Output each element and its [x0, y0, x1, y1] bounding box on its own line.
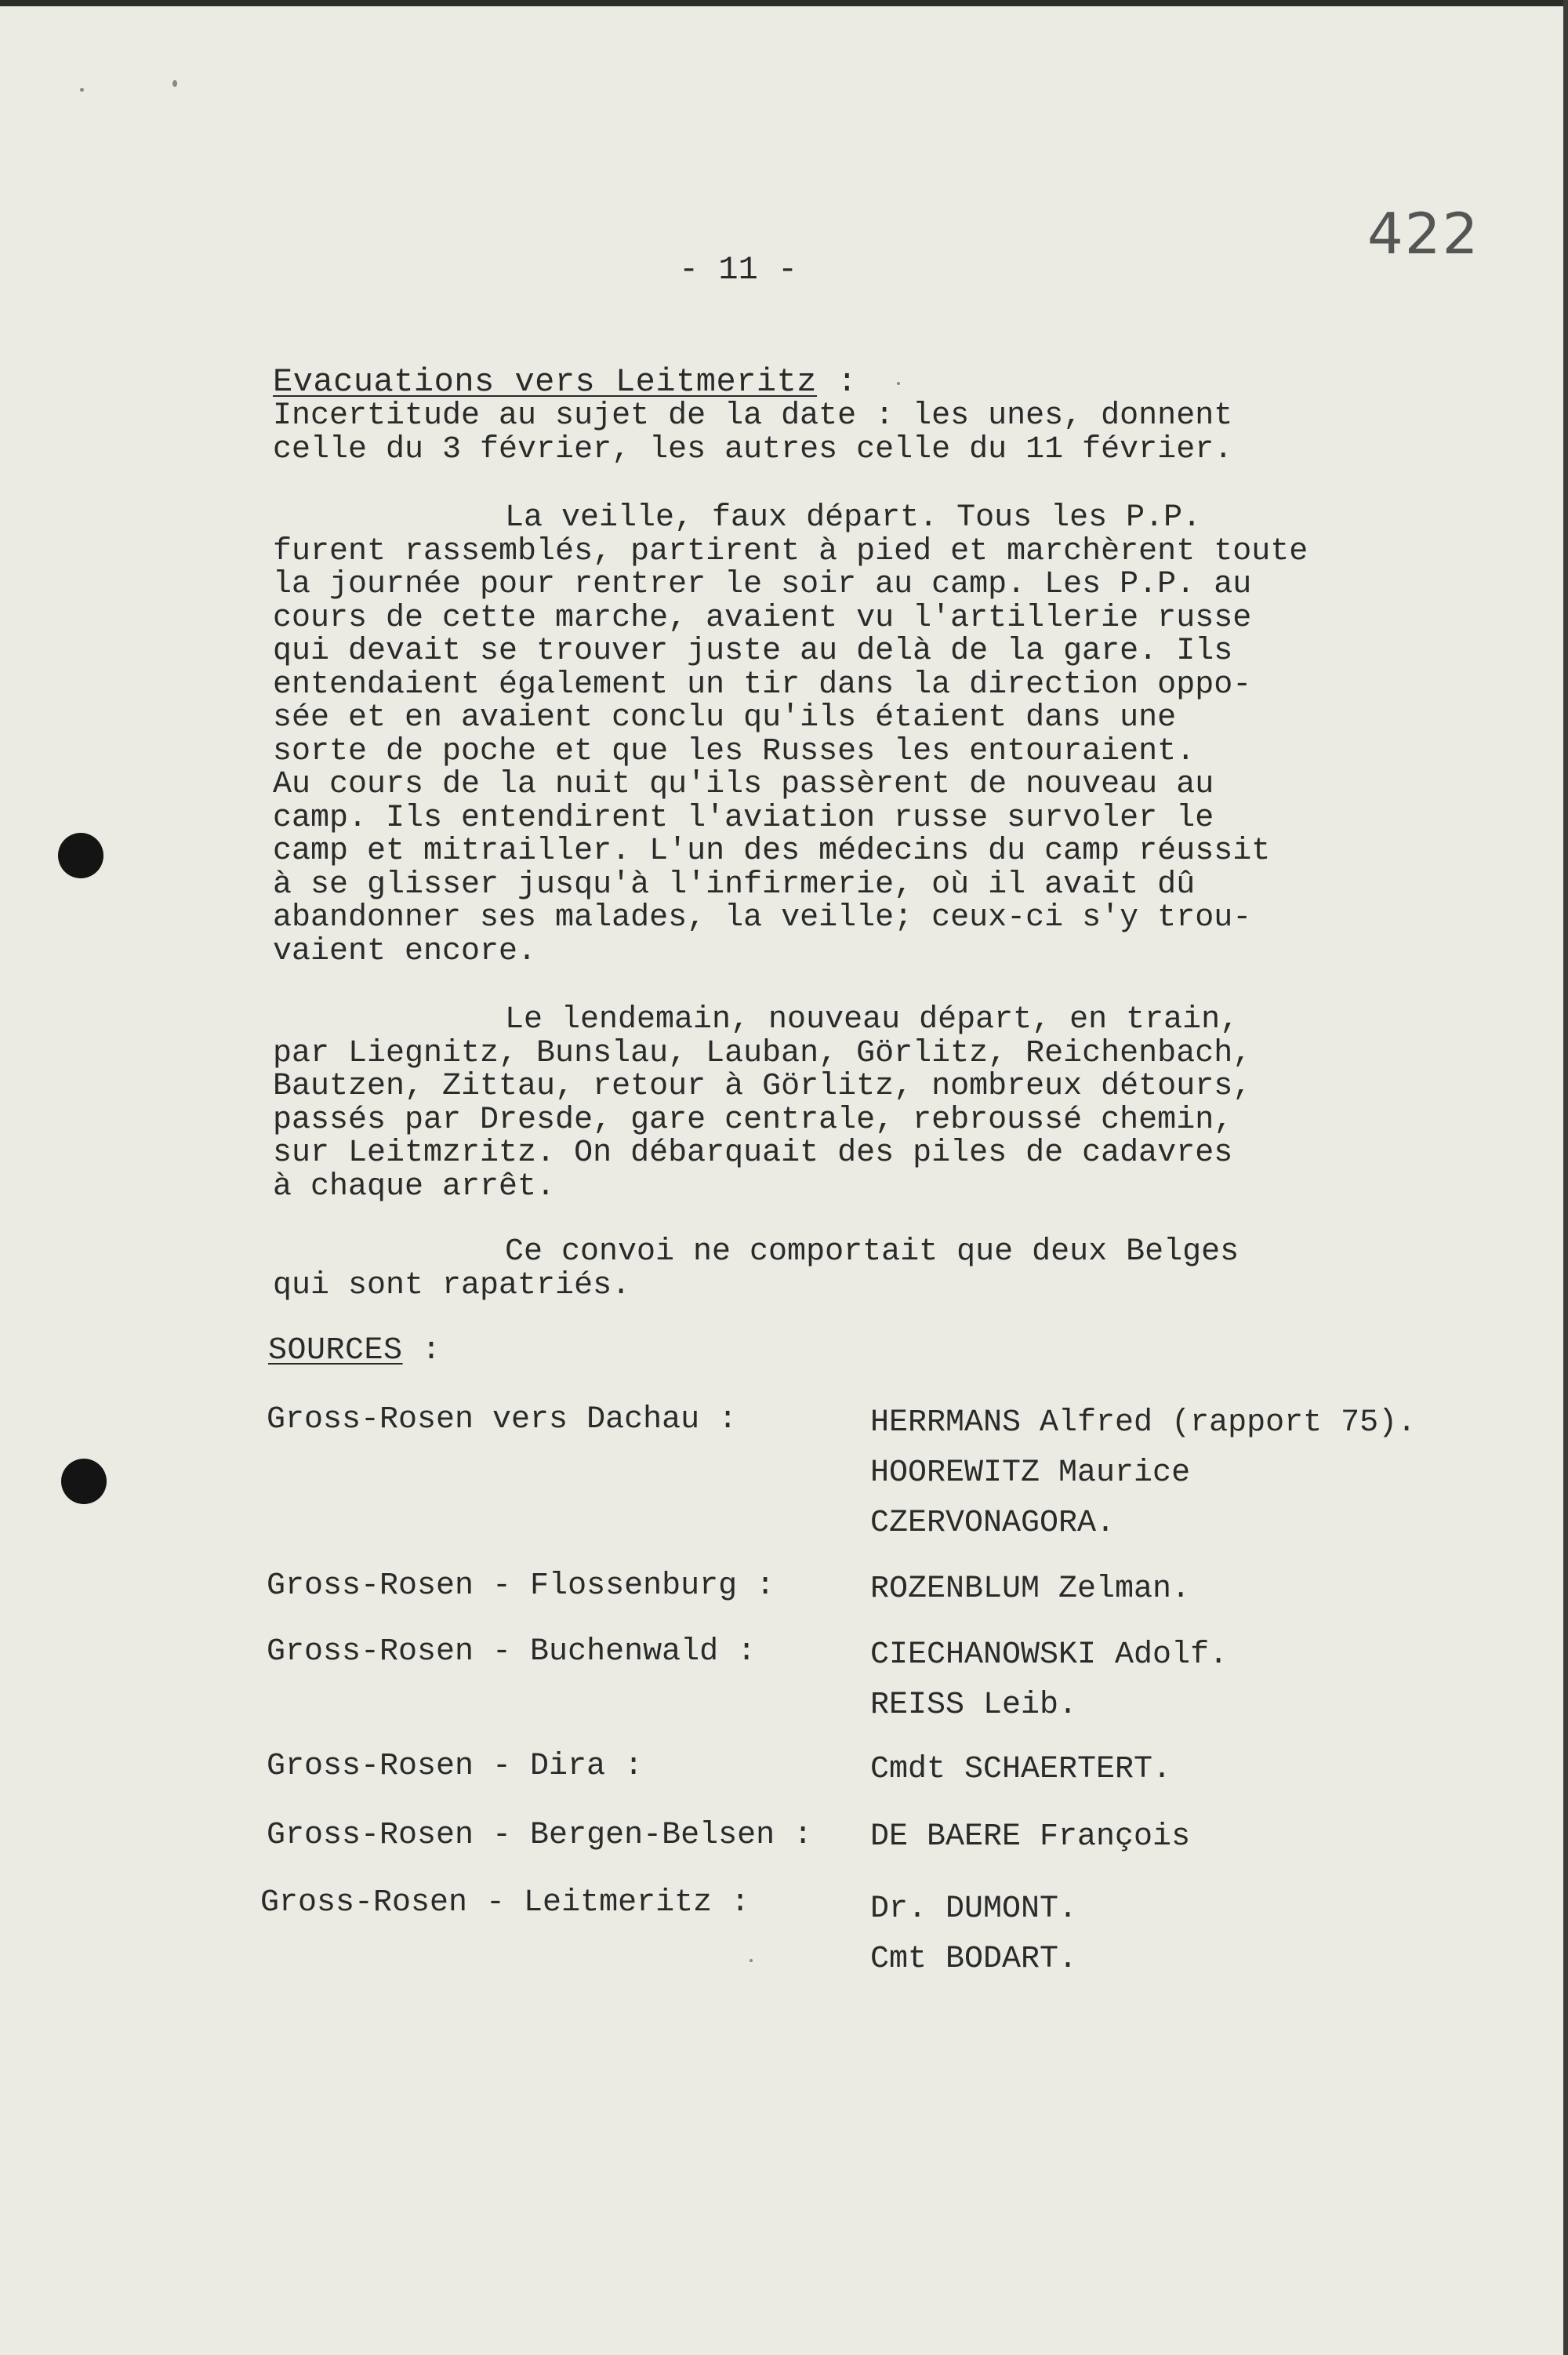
- text-line: camp. Ils entendirent l'aviation russe survoler le: [273, 800, 1214, 836]
- text-line: Ce convoi ne comportait que deux Belges: [505, 1234, 1240, 1270]
- section-heading: [273, 363, 858, 401]
- text-line: La veille, faux départ. Tous les P.P.: [505, 500, 1202, 536]
- text-line: abandonner ses malades, la veille; ceux-ci s'y trou-: [273, 900, 1252, 936]
- text-line: qui devait se trouver juste au delà de la gare. Ils: [273, 634, 1233, 669]
- text-line: vaient encore.: [273, 933, 537, 969]
- source-route: Gross-Rosen - Leitmeritz :: [260, 1885, 750, 1921]
- punch-hole: [58, 833, 103, 878]
- paper-speck: [750, 1959, 753, 1962]
- text-line: camp et mitrailler. L'un des médecins du camp réussit: [273, 834, 1271, 869]
- text-line: furent rassemblés, partirent à pied et marchèrent toute: [273, 533, 1308, 569]
- paper-speck: [897, 382, 900, 385]
- text-line: celle du 3 février, les autres celle du 11 février.: [273, 431, 1233, 467]
- paragraph-belgians: [273, 1236, 1339, 1303]
- text-line: à chaque arrêt.: [273, 1168, 556, 1205]
- page-number: - 11 -: [679, 251, 798, 289]
- text-line: la journée pour rentrer le soir au camp. Les P.P. au: [273, 567, 1252, 602]
- paragraph-date: [273, 400, 1339, 467]
- text-line: Bautzen, Zittau, retour à Görlitz, nombreux détours,: [273, 1069, 1252, 1104]
- source-route: Gross-Rosen - Buchenwald :: [267, 1634, 757, 1670]
- source-route: Gross-Rosen - Bergen-Belsen :: [267, 1818, 813, 1853]
- text-line: sée et en avaient conclu qu'ils étaient dans une: [273, 700, 1177, 736]
- sources-heading: [268, 1335, 441, 1368]
- text-line: par Liegnitz, Bunslau, Lauban, Görlitz, Reichenbach,: [273, 1035, 1252, 1071]
- scan-edge-right: [1563, 0, 1568, 2355]
- text-line: cours de cette marche, avaient vu l'artillerie russe: [273, 600, 1252, 636]
- scan-edge-top: [0, 0, 1568, 6]
- text-line: à se glisser jusqu'à l'infirmerie, où il avait dû: [273, 867, 1196, 903]
- text-line: passés par Dresde, gare centrale, rebroussé chemin,: [273, 1102, 1233, 1138]
- paper-speck: [172, 80, 177, 87]
- source-name: Cmt BODART.: [870, 1942, 1078, 1977]
- sources-heading-colon: :: [422, 1333, 441, 1368]
- paper-speck: [80, 88, 84, 92]
- source-route: Gross-Rosen - Dira :: [267, 1749, 644, 1784]
- source-name: HERRMANS Alfred (rapport 75).: [870, 1405, 1417, 1441]
- source-name: Dr. DUMONT.: [870, 1892, 1078, 1927]
- text-line: sur Leitmzritz. On débarquait des piles de cadavres: [273, 1136, 1233, 1171]
- section-heading-text: Evacuations vers Leitmeritz: [273, 363, 818, 401]
- text-line: sorte de poche et que les Russes les entouraient.: [273, 733, 1196, 769]
- sources-heading-text: SOURCES: [268, 1333, 403, 1368]
- source-name: HOOREWITZ Maurice: [870, 1456, 1191, 1491]
- source-name: ROZENBLUM Zelman.: [870, 1572, 1191, 1607]
- source-name: REISS Leib.: [870, 1688, 1078, 1723]
- text-line: Au cours de la nuit qu'ils passèrent de nouveau au: [273, 767, 1214, 802]
- text-line: entendaient également un tir dans la direction oppo-: [273, 667, 1252, 703]
- source-route: Gross-Rosen vers Dachau :: [267, 1402, 738, 1437]
- text-line: Le lendemain, nouveau départ, en train,: [505, 1002, 1240, 1038]
- folio-number: 422: [1367, 201, 1480, 267]
- source-route: Gross-Rosen - Flossenburg :: [267, 1568, 775, 1604]
- paragraph-train-route: [273, 1004, 1339, 1204]
- text-line: Incertitude au sujet de la date : les unes, donnent: [273, 398, 1233, 434]
- source-name: CIECHANOWSKI Adolf.: [870, 1637, 1229, 1673]
- source-name: Cmdt SCHAERTERT.: [870, 1752, 1172, 1787]
- source-name: CZERVONAGORA.: [870, 1506, 1116, 1541]
- source-name: DE BAERE François: [870, 1819, 1191, 1855]
- section-heading-colon: :: [837, 363, 858, 401]
- text-line: qui sont rapatriés.: [273, 1267, 631, 1303]
- punch-hole: [61, 1459, 107, 1504]
- paragraph-false-departure: [273, 502, 1339, 969]
